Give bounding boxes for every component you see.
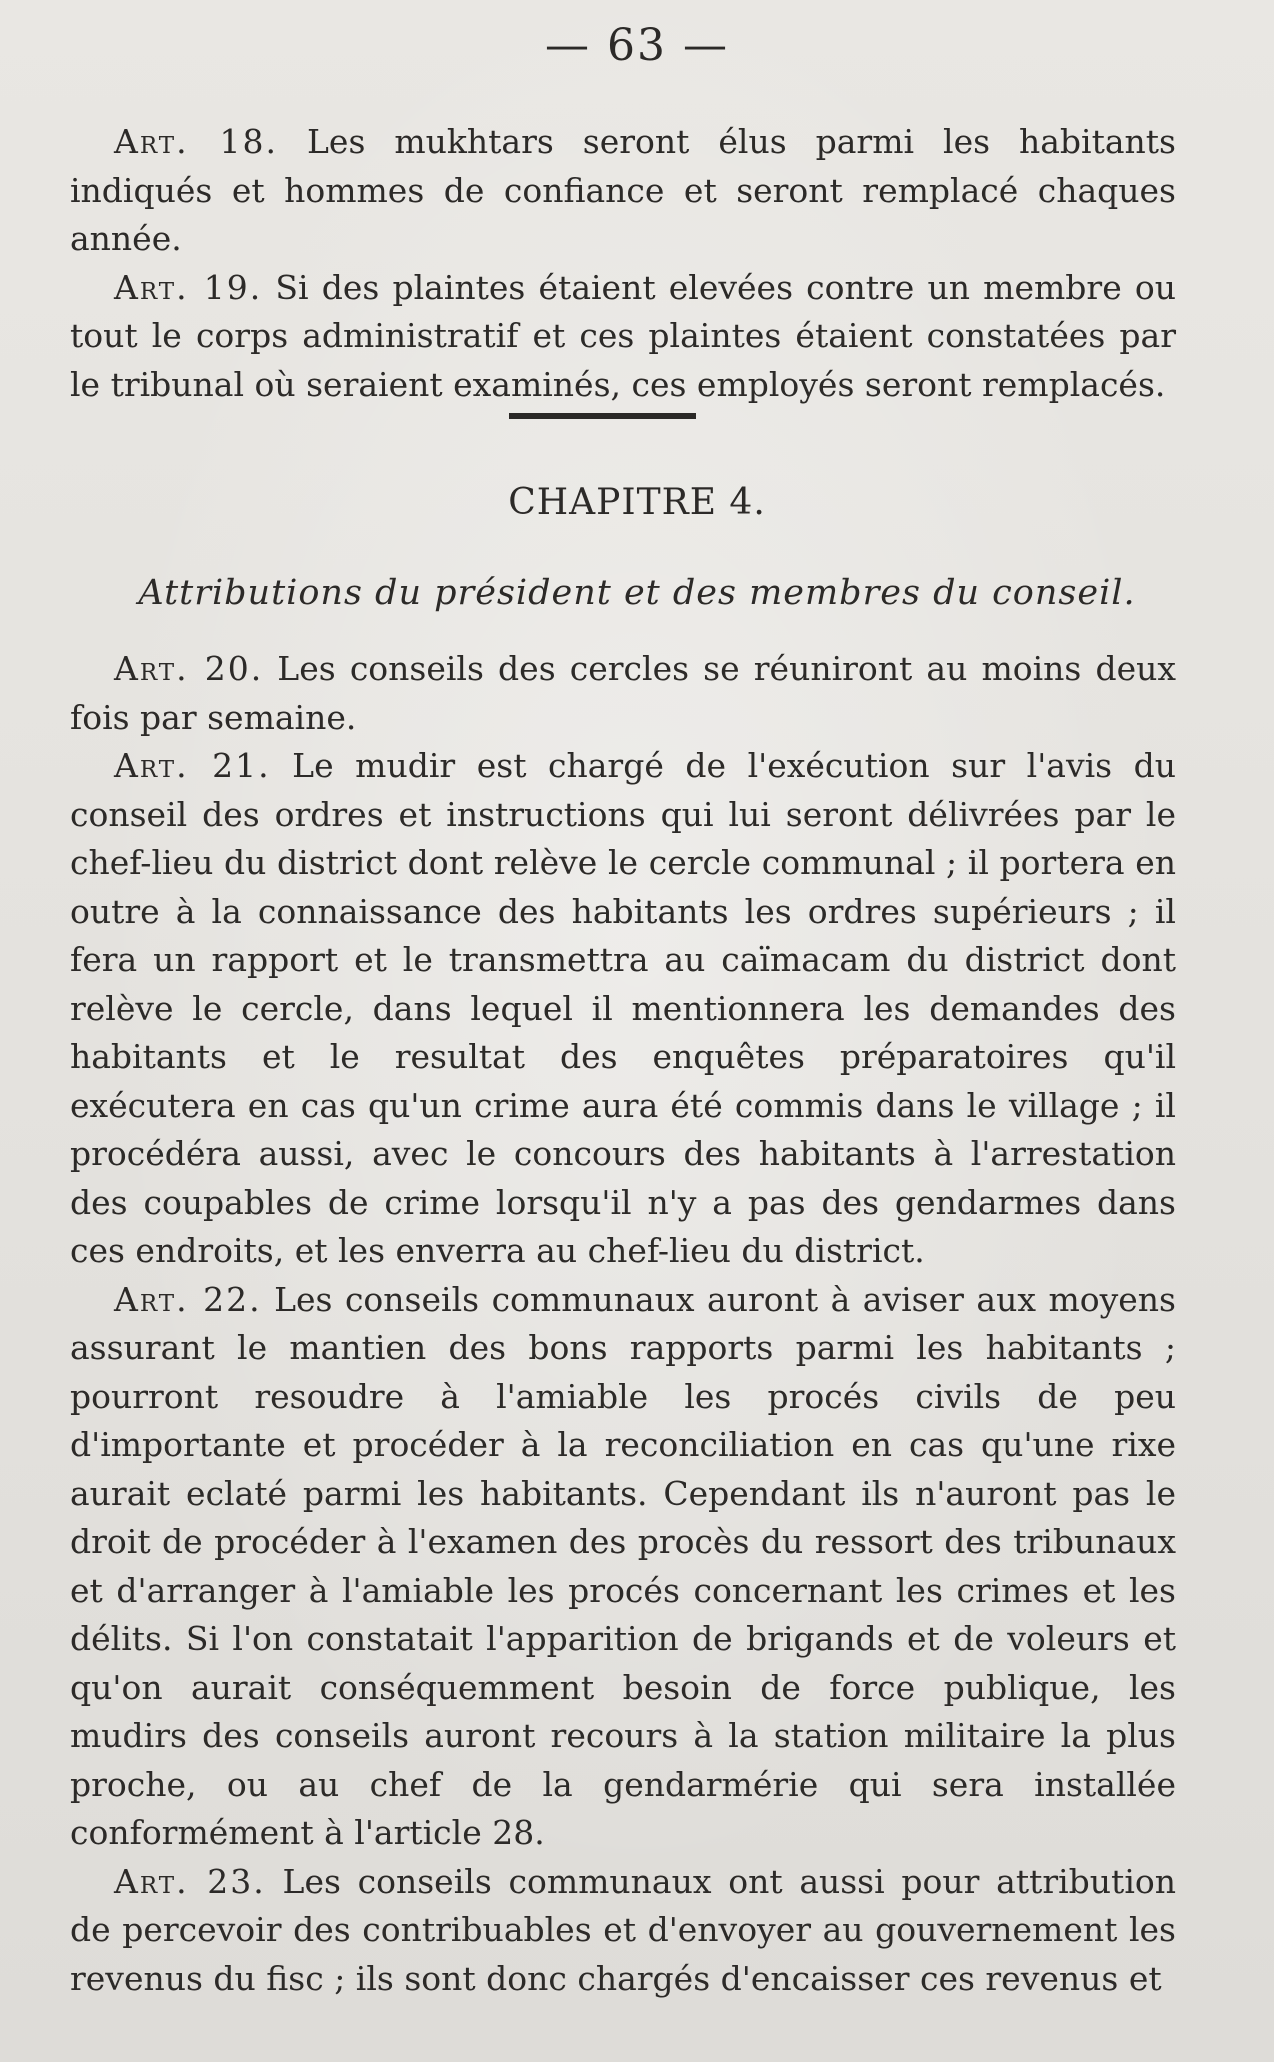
article-18 (70, 118, 1176, 264)
article-18-text: Les mukhtars seront élus parmi les habitants indiqués et hommes de confiance et seront remplacé chaques année. (70, 122, 1176, 258)
article-20-text: Les conseils des cercles se réuniront au moins deux fois par semaine. (70, 649, 1177, 737)
article-21-label: Art. 21. (114, 746, 271, 785)
article-21 (70, 742, 1176, 1276)
chapter-title: CHAPITRE 4. (508, 482, 766, 523)
article-20-label: Art. 20. (114, 649, 264, 688)
section-divider (509, 413, 696, 419)
article-22 (70, 1276, 1176, 1858)
article-21-text: Le mudir est chargé de l'exécution sur l'avis du conseil des ordres et instructions qui lui seront délivrées par le chef-lieu du district dont relève le cercle communal ; il portera en outre à la connaissance des habitants les ordres supérieurs ; il fera un rapport et le transmettra au caïmacam du district dont relève le cercle, dans lequel il mentionnera les demandes des habitants et le resultat des enquêtes préparatoires qu'il exécutera en cas qu'un crime aura été commis dans le village ; il procédéra aussi, avec le concours des habitants à l'arrestation des coupables de crime lorsqu'il n'y a pas des gendarmes dans ces endroits, et les enverra au chef-lieu du district. (70, 746, 1177, 1270)
articles-body (70, 645, 1176, 2003)
article-23-label: Art. 23. (114, 1861, 266, 1901)
article-23-text: Les conseils communaux ont aussi pour attribution de percevoir des contribuables et d'envoyer au gouvernement les revenus du fisc ; ils sont donc chargés d'encaisser ces revenus et (70, 1861, 1176, 1998)
article-19 (70, 264, 1176, 410)
article-19-label: Art. 19. (114, 267, 263, 307)
article-19-text: Si des plaintes étaient elevées contre un membre ou tout le corps administratif et ces plaintes étaient constatées par le tribunal où seraient examinés, ces employés seront remplacés. (70, 267, 1177, 404)
page-number: — 63 — (545, 20, 729, 71)
articles-top (70, 118, 1176, 409)
article-22-text: Les conseils communaux auront à aviser aux moyens assurant le mantien des bons rapports parmi les habitants ; pourront resoudre à l'amiable les procés civils de peu d'importante et procéder à la reconciliation en cas qu'une rixe aurait eclaté parmi les habitants. Cependant ils n'auront pas le droit de procéder à l'examen des procès du ressort des tribunaux et d'arranger à l'amiable les procés concernant les crimes et les délits. Si l'on constatait l'apparition de brigands et de voleurs et qu'on aurait conséquemment besoin de force publique, les mudirs des conseils auront recours à la station militaire la plus proche, ou au chef de la gendarmérie qui sera installée conformément à l'article 28. (70, 1279, 1176, 1852)
article-18-label: Art. 18. (114, 122, 279, 161)
chapter-subtitle: Attributions du président et des membres du conseil. (138, 573, 1136, 613)
article-20 (70, 645, 1176, 742)
article-23 (70, 1858, 1176, 2004)
article-22-label: Art. 22. (114, 1279, 262, 1319)
